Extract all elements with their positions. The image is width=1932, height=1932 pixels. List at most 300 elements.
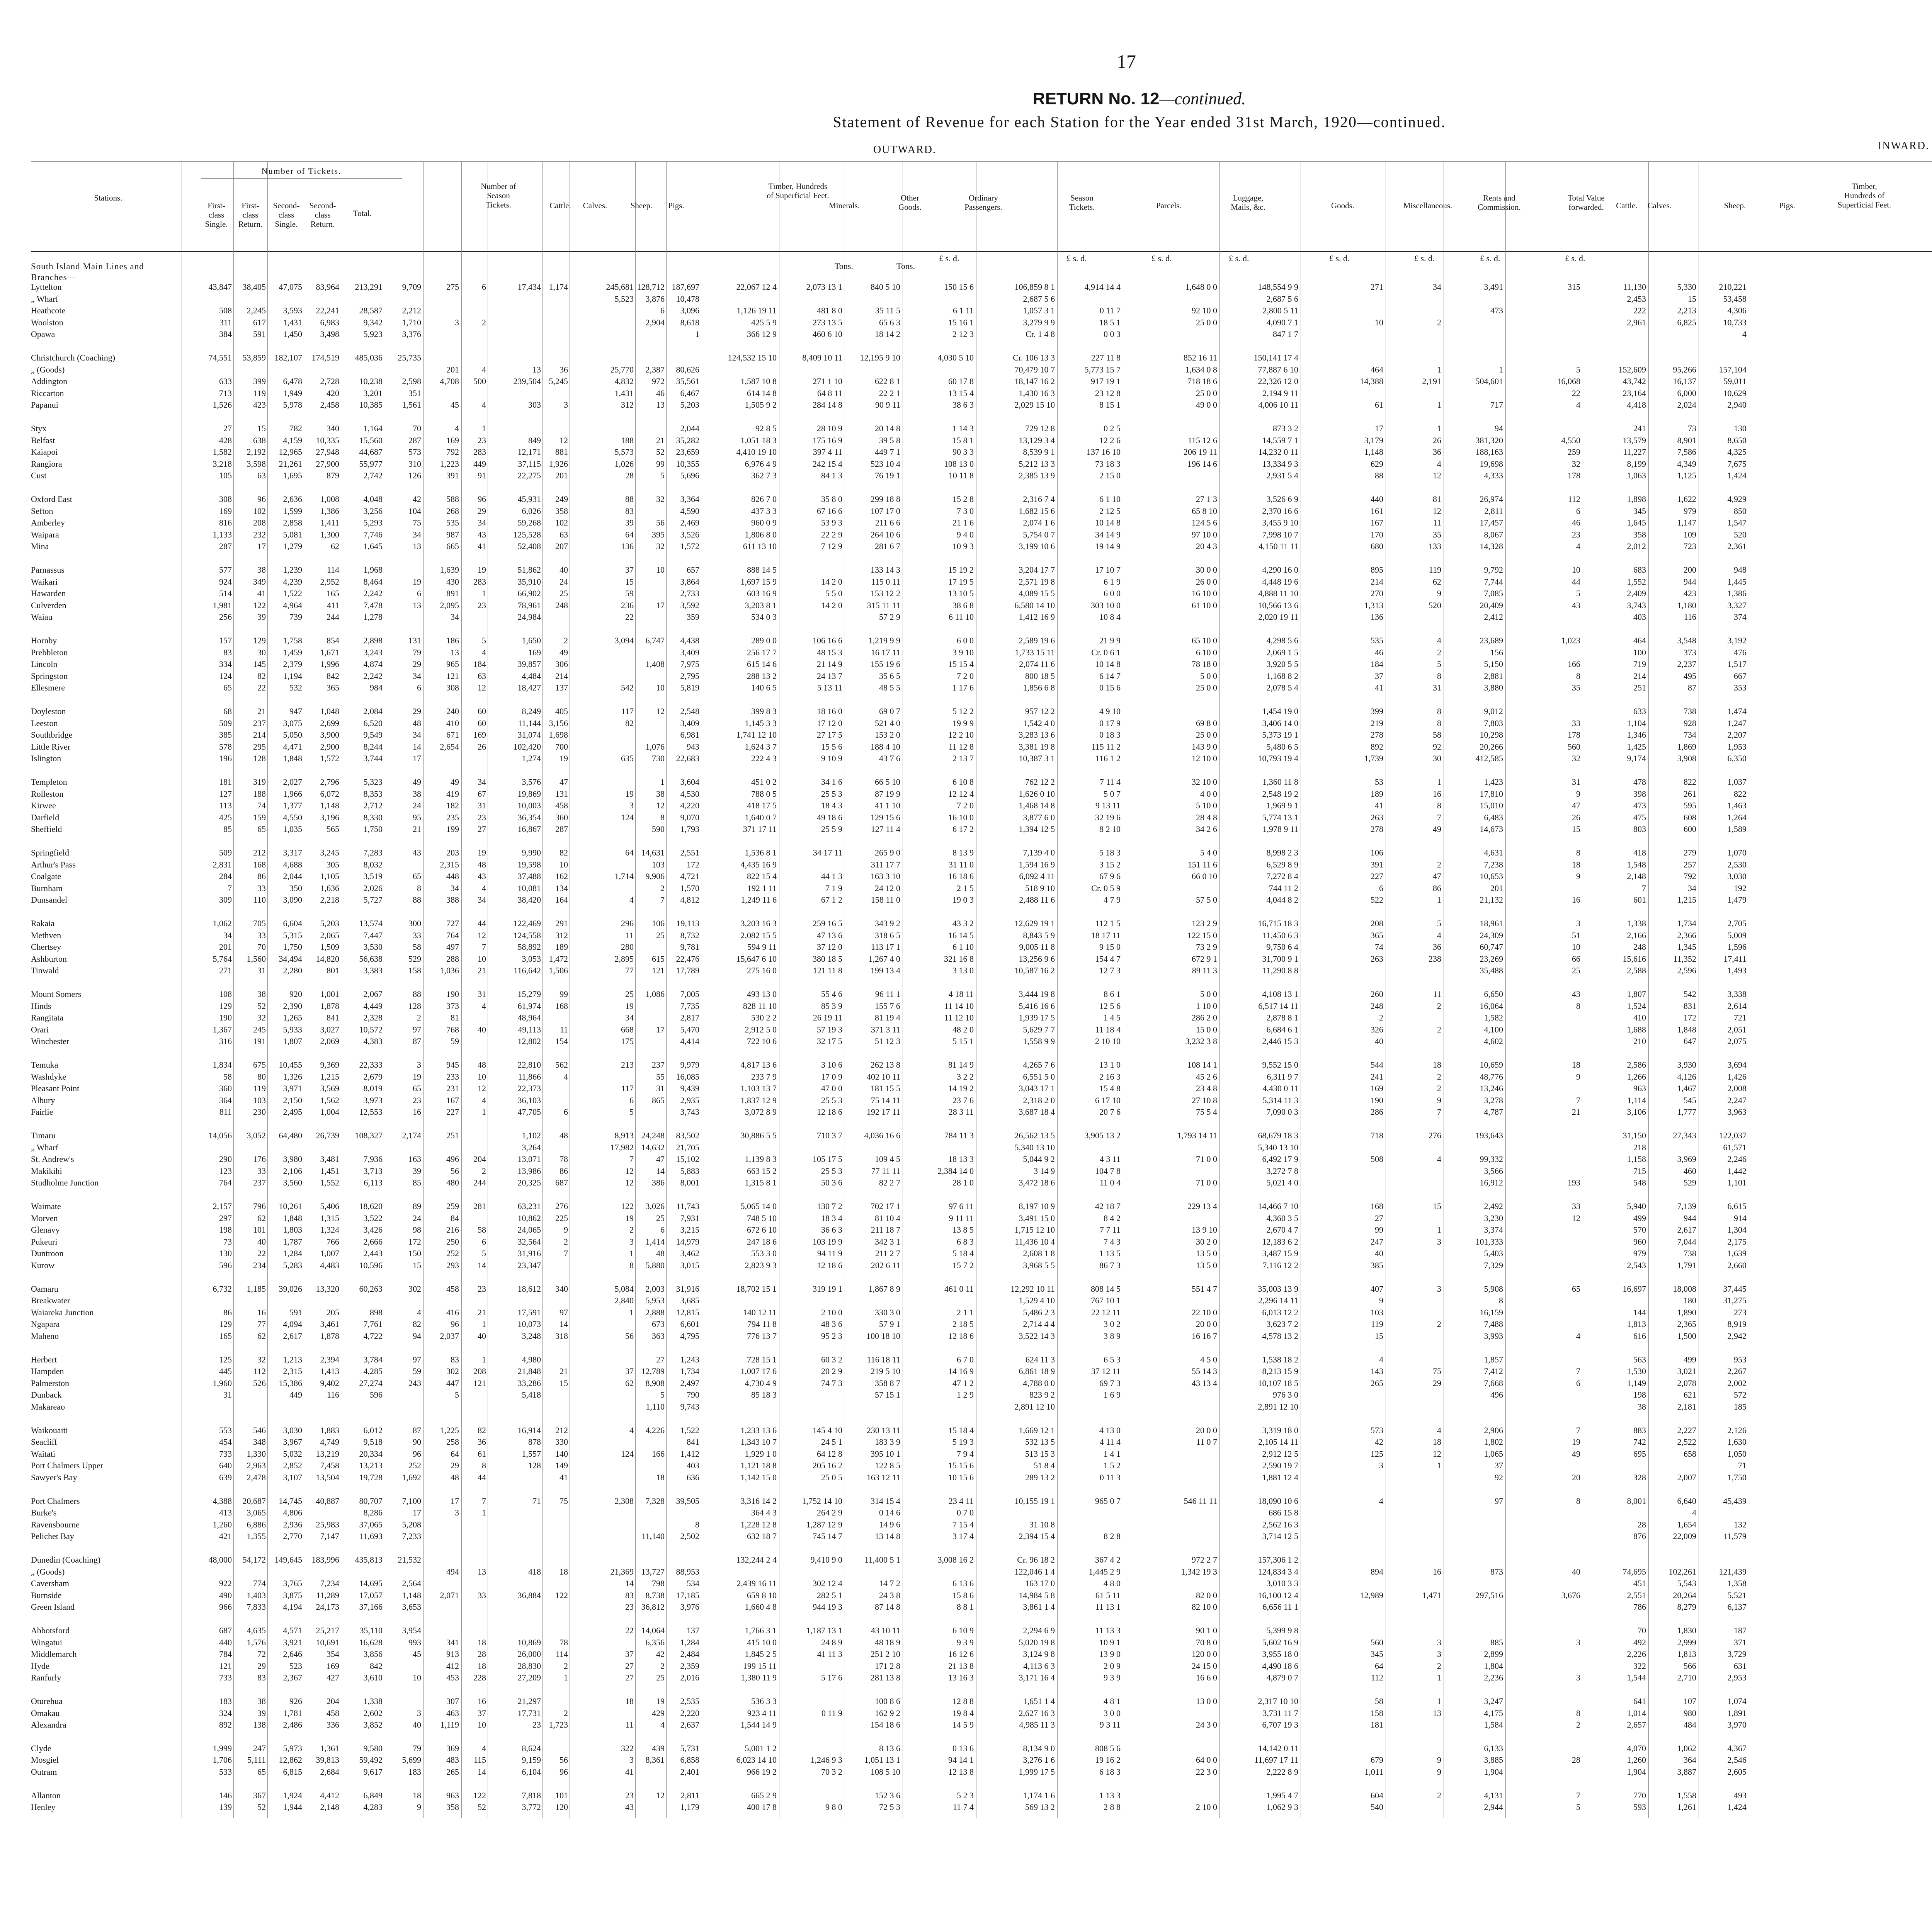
table-cell: 738 bbox=[1684, 706, 1696, 716]
table-cell: 288 13 2 bbox=[747, 671, 777, 681]
table-cell: 350 bbox=[289, 883, 302, 893]
table-cell: 324 bbox=[219, 1708, 232, 1718]
station-name: Opawa bbox=[31, 329, 55, 339]
table-cell: 284 bbox=[219, 871, 232, 881]
table-cell: 60 3 2 bbox=[821, 1354, 842, 1364]
table-cell: 124 bbox=[621, 1449, 634, 1459]
table-cell: 3,021 bbox=[1677, 1366, 1696, 1376]
table-cell: 169 bbox=[473, 730, 486, 740]
header-sheep: Sheep. bbox=[630, 201, 653, 210]
table-cell: 850 bbox=[1734, 506, 1747, 516]
table-cell: 1,265 bbox=[283, 1013, 302, 1023]
table-cell: 493 13 0 bbox=[747, 989, 777, 999]
table-cell: 4 bbox=[482, 1743, 486, 1753]
table-cell: 2,037 bbox=[440, 1331, 459, 1341]
table-cell: 112 bbox=[1371, 1673, 1383, 1683]
table-row bbox=[0, 1072, 1932, 1083]
station-name: Riccarton bbox=[31, 388, 64, 398]
table-cell: 328 bbox=[1633, 1473, 1646, 1482]
header-in-pigs: Pigs. bbox=[1779, 201, 1795, 210]
table-cell: 593 bbox=[1633, 1802, 1646, 1812]
table-cell: 454 bbox=[219, 1437, 232, 1447]
table-cell: 153 12 2 bbox=[871, 588, 900, 599]
table-cell: 25,735 bbox=[398, 353, 421, 362]
table-cell: 621 bbox=[1684, 1390, 1696, 1400]
table-cell: 5 bbox=[455, 1390, 459, 1400]
table-cell: 615 14 6 bbox=[747, 659, 777, 669]
table-cell: 12,629 19 1 bbox=[1014, 918, 1055, 928]
table-cell: 3,772 bbox=[522, 1802, 541, 1812]
table-cell: 1 5 2 bbox=[1104, 1461, 1121, 1471]
table-cell: 5,021 4 0 bbox=[1266, 1178, 1298, 1188]
table-cell: 39,813 bbox=[316, 1755, 339, 1765]
table-cell: 2 bbox=[1437, 1071, 1441, 1082]
table-cell: 49 bbox=[560, 647, 568, 657]
table-cell: 32 10 0 bbox=[1192, 777, 1217, 787]
table-cell: 371 17 11 bbox=[743, 824, 777, 834]
table-cell: 508 bbox=[1371, 1154, 1383, 1164]
table-cell: 723 bbox=[1684, 541, 1696, 551]
table-cell: 1,300 bbox=[320, 529, 339, 539]
table-cell: 12 13 8 bbox=[948, 1767, 974, 1777]
table-cell: 2,105 14 11 bbox=[1258, 1437, 1298, 1447]
table-cell: 1,645 bbox=[1627, 518, 1646, 528]
table-row bbox=[0, 1708, 1932, 1720]
table-cell: 43 bbox=[413, 848, 421, 857]
table-cell: 5,416 16 6 bbox=[1019, 1001, 1055, 1011]
table-cell: 122 bbox=[621, 1201, 634, 1211]
table-cell: 13,256 9 6 bbox=[1019, 954, 1055, 964]
table-cell: 31 bbox=[478, 989, 486, 999]
table-row bbox=[0, 435, 1932, 447]
table-cell: 16,159 bbox=[1480, 1307, 1503, 1317]
table-cell: 1,278 bbox=[363, 612, 383, 622]
table-cell: 247 bbox=[1371, 1236, 1383, 1247]
table-cell: 4 bbox=[1576, 541, 1580, 551]
table-cell: 3,248 bbox=[522, 1331, 541, 1341]
station-name: „ (Goods) bbox=[31, 1566, 65, 1577]
table-row bbox=[0, 294, 1932, 306]
table-cell: 463 bbox=[446, 1708, 459, 1718]
table-cell: 1,881 12 4 bbox=[1262, 1473, 1298, 1482]
table-cell: 10,869 bbox=[517, 1637, 541, 1647]
table-cell: 172 bbox=[687, 859, 699, 869]
table-cell: 11 12 8 bbox=[948, 742, 974, 752]
table-cell: 17,591 bbox=[517, 1307, 541, 1317]
table-cell: 66 0 10 bbox=[1192, 871, 1217, 881]
table-cell: 65 6 3 bbox=[879, 317, 900, 327]
table-cell: 5,699 bbox=[402, 1755, 421, 1765]
table-cell: 144 bbox=[1633, 1307, 1646, 1317]
table-cell: 2,497 bbox=[680, 1378, 699, 1388]
table-cell: 123 2 9 bbox=[1192, 918, 1217, 928]
table-cell: 84 1 3 bbox=[821, 471, 842, 481]
table-cell: 8 bbox=[1437, 671, 1441, 681]
table-cell: 7,744 bbox=[1484, 577, 1503, 587]
table-cell: 41 1 10 bbox=[875, 801, 900, 811]
table-cell: 9,743 bbox=[680, 1402, 699, 1412]
table-cell: 233 7 9 bbox=[751, 1071, 777, 1082]
table-cell: 244 bbox=[327, 612, 339, 622]
table-cell: 16 10 0 bbox=[948, 812, 974, 822]
table-cell: 4,367 bbox=[1727, 1743, 1747, 1753]
table-cell: 2,891 12 10 bbox=[1258, 1402, 1298, 1412]
table-cell: 8 13 9 bbox=[952, 848, 974, 857]
table-cell: 163 17 0 bbox=[1025, 1578, 1055, 1588]
table-cell: 1,697 15 9 bbox=[740, 577, 777, 587]
table-cell: 12 bbox=[1572, 1213, 1580, 1223]
table-cell: 2,486 bbox=[283, 1720, 302, 1730]
table-cell: 733 bbox=[219, 1449, 232, 1459]
table-cell: 3,598 bbox=[247, 459, 266, 469]
table-cell: 1,953 bbox=[1727, 742, 1747, 752]
table-cell: 16 6 0 bbox=[1196, 1673, 1217, 1683]
table-cell: 20 0 0 bbox=[1196, 1319, 1217, 1329]
table-cell: 303 10 0 bbox=[1091, 600, 1121, 610]
table-cell: 74,551 bbox=[208, 353, 232, 362]
table-row bbox=[0, 530, 1932, 541]
table-cell: 6,467 bbox=[680, 388, 699, 398]
table-cell: 22,067 12 4 bbox=[736, 282, 777, 292]
table-cell: 6,483 bbox=[1484, 812, 1503, 822]
table-cell: 0 11 3 bbox=[1099, 1473, 1121, 1482]
table-cell: 1,174 bbox=[549, 282, 568, 292]
table-cell: 816 bbox=[219, 518, 232, 528]
table-cell: 15,386 bbox=[279, 1378, 302, 1388]
table-cell: 3 bbox=[1437, 1284, 1441, 1294]
table-row bbox=[0, 1319, 1932, 1331]
station-name: Mina bbox=[31, 541, 49, 551]
station-name: Dunsandel bbox=[31, 895, 68, 905]
table-cell: 284 14 8 bbox=[813, 400, 842, 410]
table-cell: 1 bbox=[482, 423, 486, 433]
table-cell: 3,327 bbox=[1727, 600, 1747, 610]
table-cell: 381,320 bbox=[1475, 435, 1503, 445]
table-cell: 6,650 bbox=[1484, 989, 1503, 999]
table-row bbox=[0, 1260, 1932, 1272]
table-cell: 9 3 9 bbox=[957, 1637, 974, 1647]
table-cell: 3,685 bbox=[680, 1296, 699, 1306]
table-cell: 413 bbox=[219, 1508, 232, 1518]
table-cell: 928 bbox=[1684, 718, 1696, 728]
table-cell: 291 bbox=[555, 918, 568, 928]
table-cell: 38 6 3 bbox=[952, 400, 974, 410]
table-cell: 9,369 bbox=[320, 1060, 339, 1070]
table-cell: 40 bbox=[1375, 1036, 1383, 1046]
table-cell: 14 16 9 bbox=[948, 1366, 974, 1376]
table-cell: 2,247 bbox=[1727, 1095, 1747, 1105]
table-cell: 8 bbox=[1576, 848, 1580, 857]
table-cell: 181 bbox=[1371, 1720, 1383, 1730]
table-cell: 201 bbox=[1490, 883, 1503, 893]
table-cell: 1,587 10 8 bbox=[740, 376, 777, 386]
table-cell: 282 5 1 bbox=[817, 1590, 842, 1600]
table-cell: 891 bbox=[446, 588, 459, 599]
units-season: £ s. d. bbox=[1066, 253, 1087, 263]
table-cell: 4,265 7 6 bbox=[1023, 1060, 1055, 1070]
table-cell: 792 bbox=[446, 447, 459, 457]
table-cell: 1 bbox=[482, 1508, 486, 1518]
table-cell: 25,983 bbox=[316, 1519, 339, 1529]
table-cell: 1,526 bbox=[213, 400, 232, 410]
table-cell: 133 bbox=[1429, 541, 1441, 551]
table-cell: 2,936 bbox=[283, 1519, 302, 1529]
table-cell: 104 7 8 bbox=[1095, 1166, 1121, 1176]
table-cell: 2 bbox=[482, 317, 486, 327]
table-cell: 2,106 bbox=[283, 1166, 302, 1176]
table-cell: 4 bbox=[629, 895, 634, 905]
table-cell: 12 bbox=[625, 1178, 634, 1188]
table-cell: 722 10 6 bbox=[747, 1036, 777, 1046]
table-cell: 3,179 bbox=[1364, 435, 1383, 445]
table-cell: 3,338 bbox=[1727, 989, 1747, 999]
table-cell: 119 bbox=[253, 1083, 266, 1094]
table-cell: 211 2 7 bbox=[875, 1248, 900, 1259]
table-cell: 41 bbox=[625, 1767, 634, 1777]
table-cell: 16,867 bbox=[517, 824, 541, 834]
table-cell: 1,424 bbox=[1727, 1802, 1747, 1812]
section-heading-left: South Island Main Lines and Branches— bbox=[31, 262, 144, 282]
table-cell: 1,562 bbox=[320, 1095, 339, 1105]
table-cell: 4 bbox=[1692, 1508, 1696, 1518]
table-cell: 9 10 9 bbox=[821, 753, 842, 764]
table-cell: 1 bbox=[1437, 1673, 1441, 1683]
table-cell: 5,406 bbox=[320, 1201, 339, 1211]
table-cell: 75 bbox=[560, 1496, 568, 1506]
table-cell: 2,627 16 3 bbox=[1019, 1708, 1055, 1718]
table-cell: 792 bbox=[1684, 871, 1696, 881]
table-cell: 11,450 6 3 bbox=[1262, 930, 1298, 940]
station-name: Outram bbox=[31, 1767, 57, 1777]
table-row bbox=[0, 1720, 1932, 1731]
table-cell: 2,935 bbox=[680, 1095, 699, 1105]
table-cell: 1,187 13 1 bbox=[806, 1626, 842, 1635]
table-cell: 448 bbox=[446, 871, 459, 881]
table-cell: 82 bbox=[625, 718, 634, 728]
table-cell: 1,239 bbox=[283, 565, 302, 575]
table-cell: 665 2 9 bbox=[751, 1790, 777, 1800]
table-cell: 4,290 16 0 bbox=[1262, 565, 1298, 575]
station-name: Washdyke bbox=[31, 1071, 66, 1082]
table-cell: 14,631 bbox=[641, 848, 665, 857]
table-cell: 2,796 bbox=[320, 777, 339, 787]
table-cell: 451 0 2 bbox=[751, 777, 777, 787]
table-cell: 85 bbox=[223, 824, 232, 834]
table-cell: 2,439 16 11 bbox=[736, 1578, 777, 1588]
table-cell: 18 bbox=[625, 1696, 634, 1706]
table-cell: 4,113 6 3 bbox=[1023, 1661, 1055, 1671]
table-cell: 2,236 bbox=[1484, 1673, 1503, 1683]
table-cell: 402 10 11 bbox=[866, 1071, 900, 1082]
table-cell: 19,869 bbox=[517, 789, 541, 799]
table-cell: 980 bbox=[1684, 1708, 1696, 1718]
table-cell: 51 8 4 bbox=[1034, 1461, 1055, 1471]
table-cell: 8,624 bbox=[522, 1743, 541, 1753]
table-cell: 152 3 6 bbox=[875, 1790, 900, 1800]
table-cell: 248 bbox=[1371, 1001, 1383, 1011]
table-cell: 43 7 6 bbox=[879, 753, 900, 764]
table-cell: 1,750 bbox=[363, 824, 383, 834]
table-cell: 1,978 9 11 bbox=[1262, 824, 1298, 834]
table-cell: 2,617 bbox=[1677, 1225, 1696, 1235]
table-cell: 15 8 6 bbox=[952, 1590, 974, 1600]
table-cell: 1,837 12 9 bbox=[740, 1095, 777, 1105]
table-row bbox=[0, 1520, 1932, 1531]
table-cell: 631 bbox=[1734, 1661, 1747, 1671]
table-cell: 1,313 bbox=[1364, 600, 1383, 610]
table-cell: 129 bbox=[253, 636, 266, 645]
table-cell: 3,676 bbox=[1561, 1590, 1580, 1600]
table-cell: 702 17 1 bbox=[871, 1201, 900, 1211]
table-cell: 25 0 0 bbox=[1196, 683, 1217, 693]
table-cell: 11 7 4 bbox=[952, 1802, 974, 1812]
table-cell: 122 8 5 bbox=[875, 1461, 900, 1471]
table-cell: 8,001 bbox=[680, 1178, 699, 1188]
table-cell: 18,147 16 2 bbox=[1014, 376, 1055, 386]
table-cell: 11 bbox=[625, 930, 634, 940]
table-cell: 3 8 9 bbox=[1104, 1331, 1121, 1341]
table-cell: 2,823 9 3 bbox=[745, 1260, 777, 1270]
station-name: Ellesmere bbox=[31, 683, 65, 693]
table-cell: 1,380 11 9 bbox=[741, 1673, 777, 1683]
table-cell: 7 bbox=[1437, 812, 1441, 822]
table-cell: 2,564 bbox=[402, 1578, 421, 1588]
table-cell: 113 bbox=[219, 801, 232, 811]
table-cell: 237 bbox=[253, 718, 266, 728]
table-cell: 4,418 bbox=[1627, 400, 1646, 410]
table-cell: 8,913 bbox=[614, 1131, 634, 1140]
table-cell: 1 bbox=[629, 1307, 634, 1317]
table-cell: 395 bbox=[652, 529, 665, 539]
table-cell: 259 bbox=[1568, 447, 1580, 457]
table-cell: 17 12 0 bbox=[817, 718, 842, 728]
table-cell: 12,292 10 11 bbox=[1010, 1284, 1055, 1294]
table-cell: 5 bbox=[1437, 918, 1441, 928]
table-cell: 513 15 3 bbox=[1025, 1449, 1055, 1459]
table-cell: 5 15 1 bbox=[952, 1036, 974, 1046]
table-cell: 695 bbox=[1633, 1449, 1646, 1459]
table-cell: 473 bbox=[1633, 801, 1646, 811]
table-cell: 128 bbox=[253, 753, 266, 764]
table-cell: 672 6 10 bbox=[747, 1225, 777, 1235]
table-cell: 34 bbox=[478, 518, 486, 528]
table-cell: 155 19 6 bbox=[871, 659, 900, 669]
table-cell: 247 18 6 bbox=[747, 1236, 777, 1247]
table-cell: 6,000 bbox=[1677, 388, 1696, 398]
table-cell: 203 bbox=[446, 848, 459, 857]
table-cell: 198 bbox=[219, 1225, 232, 1235]
table-cell: 5,629 7 7 bbox=[1023, 1024, 1055, 1034]
table-cell: 97 10 0 bbox=[1192, 529, 1217, 539]
table-cell: 3,875 bbox=[283, 1590, 302, 1600]
table-cell: 9 bbox=[1437, 1095, 1441, 1105]
table-cell: 1,274 bbox=[522, 753, 541, 764]
table-cell: 20,687 bbox=[242, 1496, 266, 1506]
table-cell: 1,267 4 0 bbox=[868, 954, 900, 964]
table-cell: 15 5 6 bbox=[821, 742, 842, 752]
table-cell: 11 0 7 bbox=[1196, 1437, 1217, 1447]
table-cell: 1,185 bbox=[247, 1284, 266, 1294]
table-cell: 2 bbox=[564, 1236, 568, 1247]
table-cell: 10,335 bbox=[316, 435, 339, 445]
units-parcels: £ s. d. bbox=[1151, 253, 1172, 263]
table-cell: 188,163 bbox=[1475, 447, 1503, 457]
table-cell: 121,439 bbox=[1719, 1566, 1747, 1577]
table-cell: 59 bbox=[413, 1366, 421, 1376]
station-name: Waimate bbox=[31, 1201, 61, 1211]
table-cell: 5,727 bbox=[363, 895, 383, 905]
table-cell: 9,402 bbox=[320, 1378, 339, 1388]
table-cell: 100 bbox=[1633, 647, 1646, 657]
table-cell: 21 13 8 bbox=[948, 1661, 974, 1671]
table-cell: 130 bbox=[219, 1248, 232, 1259]
table-cell: 4,226 bbox=[645, 1425, 665, 1435]
table-cell: 27 bbox=[625, 1661, 634, 1671]
table-cell: 9,342 bbox=[363, 317, 383, 327]
table-cell: 4,483 bbox=[320, 1260, 339, 1270]
table-cell: 264 10 6 bbox=[871, 529, 900, 539]
table-cell: 10 9 3 bbox=[952, 541, 974, 551]
table-cell: 276 bbox=[555, 1201, 568, 1211]
table-cell: 728 15 1 bbox=[747, 1354, 777, 1364]
table-cell: 405 bbox=[555, 706, 568, 716]
table-cell: 1,969 9 1 bbox=[1266, 801, 1298, 811]
table-cell: 23,689 bbox=[1480, 636, 1503, 645]
table-row bbox=[0, 1390, 1932, 1401]
station-name: Doyleston bbox=[31, 706, 66, 716]
table-cell: 77 bbox=[257, 1319, 266, 1329]
table-cell: 5 bbox=[1437, 659, 1441, 669]
table-cell: 34,494 bbox=[279, 954, 302, 964]
table-cell: 2,366 bbox=[1677, 930, 1696, 940]
table-cell: 86 bbox=[223, 1307, 232, 1317]
table-cell: 128 bbox=[408, 1001, 421, 1011]
table-cell: 2,385 13 9 bbox=[1019, 471, 1055, 481]
table-cell: 453 bbox=[446, 1673, 459, 1683]
table-cell: 340 bbox=[555, 1284, 568, 1294]
table-cell: 509 bbox=[219, 718, 232, 728]
table-cell: 31,916 bbox=[676, 1284, 699, 1294]
table-cell: 2,617 bbox=[283, 1331, 302, 1341]
table-cell: 33 bbox=[257, 930, 266, 940]
table-cell: 88,953 bbox=[676, 1566, 699, 1577]
table-cell: 957 12 2 bbox=[1025, 706, 1055, 716]
table-cell: 1,145 3 3 bbox=[745, 718, 777, 728]
table-cell: 1,261 bbox=[1677, 1802, 1696, 1812]
table-cell: 5,208 bbox=[402, 1519, 421, 1529]
table-cell: 62 bbox=[257, 1331, 266, 1341]
table-row bbox=[0, 588, 1932, 600]
table-cell: 2,598 bbox=[402, 376, 421, 386]
table-cell: 4 bbox=[1437, 459, 1441, 469]
table-cell: 18 3 4 bbox=[821, 1213, 842, 1223]
table-cell: 803 bbox=[1633, 824, 1646, 834]
header-goods: Goods. bbox=[1331, 201, 1355, 210]
table-cell: 767 10 1 bbox=[1091, 1296, 1121, 1306]
table-cell: 108,327 bbox=[355, 1131, 383, 1140]
table-cell: 2,811 bbox=[680, 1790, 699, 1800]
table-cell: 4,550 bbox=[283, 812, 302, 822]
table-cell: 120 bbox=[555, 1802, 568, 1812]
table-cell: 1,650 bbox=[522, 636, 541, 645]
station-name: Palmerston bbox=[31, 1378, 69, 1388]
table-cell: 1,733 15 11 bbox=[1015, 647, 1055, 657]
table-cell: 1,007 17 6 bbox=[740, 1366, 777, 1376]
table-cell: 1 4 1 bbox=[1104, 1449, 1121, 1459]
table-cell: 2,328 bbox=[363, 1013, 383, 1023]
station-name: Henley bbox=[31, 1802, 56, 1812]
table-cell: 1,119 bbox=[440, 1720, 459, 1730]
